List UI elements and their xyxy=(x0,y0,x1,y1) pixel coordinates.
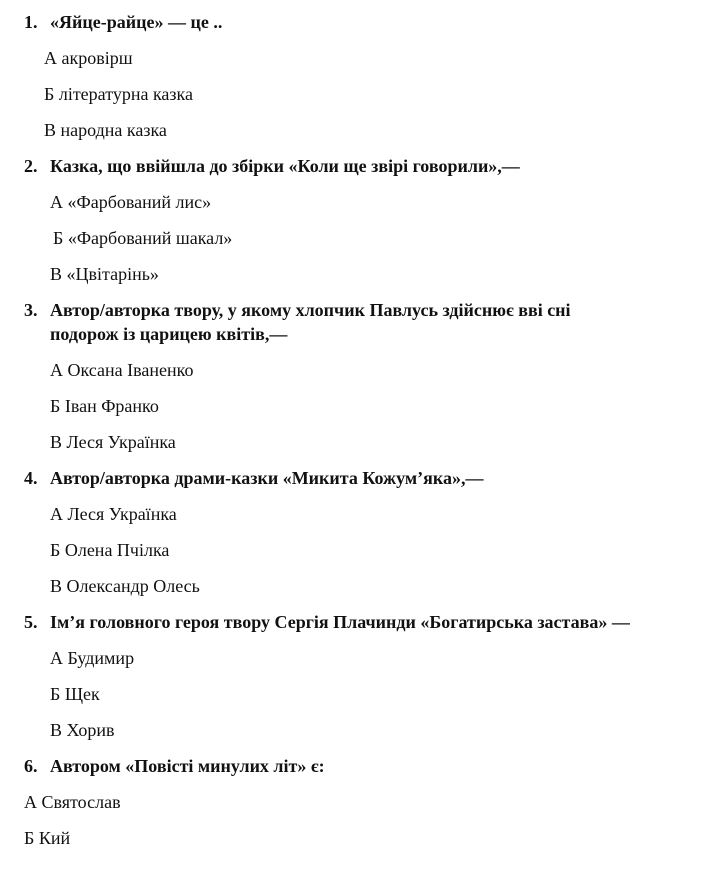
option-2b[interactable]: Б «Фарбований шакал» xyxy=(53,228,233,248)
option-5b[interactable]: Б Щек xyxy=(50,684,100,704)
option-3c[interactable]: В Леся Українка xyxy=(50,432,176,452)
question-3-continued: подорож із царицею квітів,— xyxy=(50,324,288,344)
question-number: 2. xyxy=(24,156,38,176)
question-text: Автором «Повісті минулих літ» є: xyxy=(50,756,325,776)
question-2 xyxy=(24,155,520,177)
option-1c[interactable]: В народна казка xyxy=(44,120,167,140)
option-2a[interactable]: А «Фарбований лис» xyxy=(50,192,212,212)
question-3 xyxy=(24,299,571,321)
option-2c[interactable]: В «Цвітарінь» xyxy=(50,264,159,284)
question-1 xyxy=(24,11,222,33)
option-5a[interactable]: А Будимир xyxy=(50,648,135,668)
option-4a[interactable]: А Леся Українка xyxy=(50,504,177,524)
question-text: Казка, що ввійшла до збірки «Коли ще звірі говорили»,— xyxy=(50,156,520,176)
option-4b[interactable]: Б Олена Пчілка xyxy=(50,540,170,560)
option-3a[interactable]: А Оксана Іваненко xyxy=(50,360,194,380)
option-1b[interactable]: Б літературна казка xyxy=(44,84,193,104)
option-1a[interactable]: А акровірш xyxy=(44,48,133,68)
question-text: Автор/авторка драми-казки «Микита Кожум’яка»,— xyxy=(50,468,484,488)
option-6b[interactable]: Б Кий xyxy=(24,828,71,848)
question-text: «Яйце-райце» — це .. xyxy=(50,12,223,32)
question-4 xyxy=(24,467,483,489)
option-5c[interactable]: В Хорив xyxy=(50,720,115,740)
question-text: Ім’я головного героя твору Сергія Плачинди «Богатирська застава» — xyxy=(50,612,630,632)
option-6a[interactable]: А Святослав xyxy=(24,792,121,812)
question-6 xyxy=(24,755,325,777)
question-number: 1. xyxy=(24,12,38,32)
question-number: 3. xyxy=(24,300,38,320)
question-number: 6. xyxy=(24,756,38,776)
question-number: 5. xyxy=(24,612,38,632)
option-3b[interactable]: Б Іван Франко xyxy=(50,396,159,416)
question-text-line-1: Автор/авторка твору, у якому хлопчик Павлусь здійснює вві сні xyxy=(50,300,571,320)
question-5 xyxy=(24,611,630,633)
option-4c[interactable]: В Олександр Олесь xyxy=(50,576,200,596)
question-number: 4. xyxy=(24,468,38,488)
